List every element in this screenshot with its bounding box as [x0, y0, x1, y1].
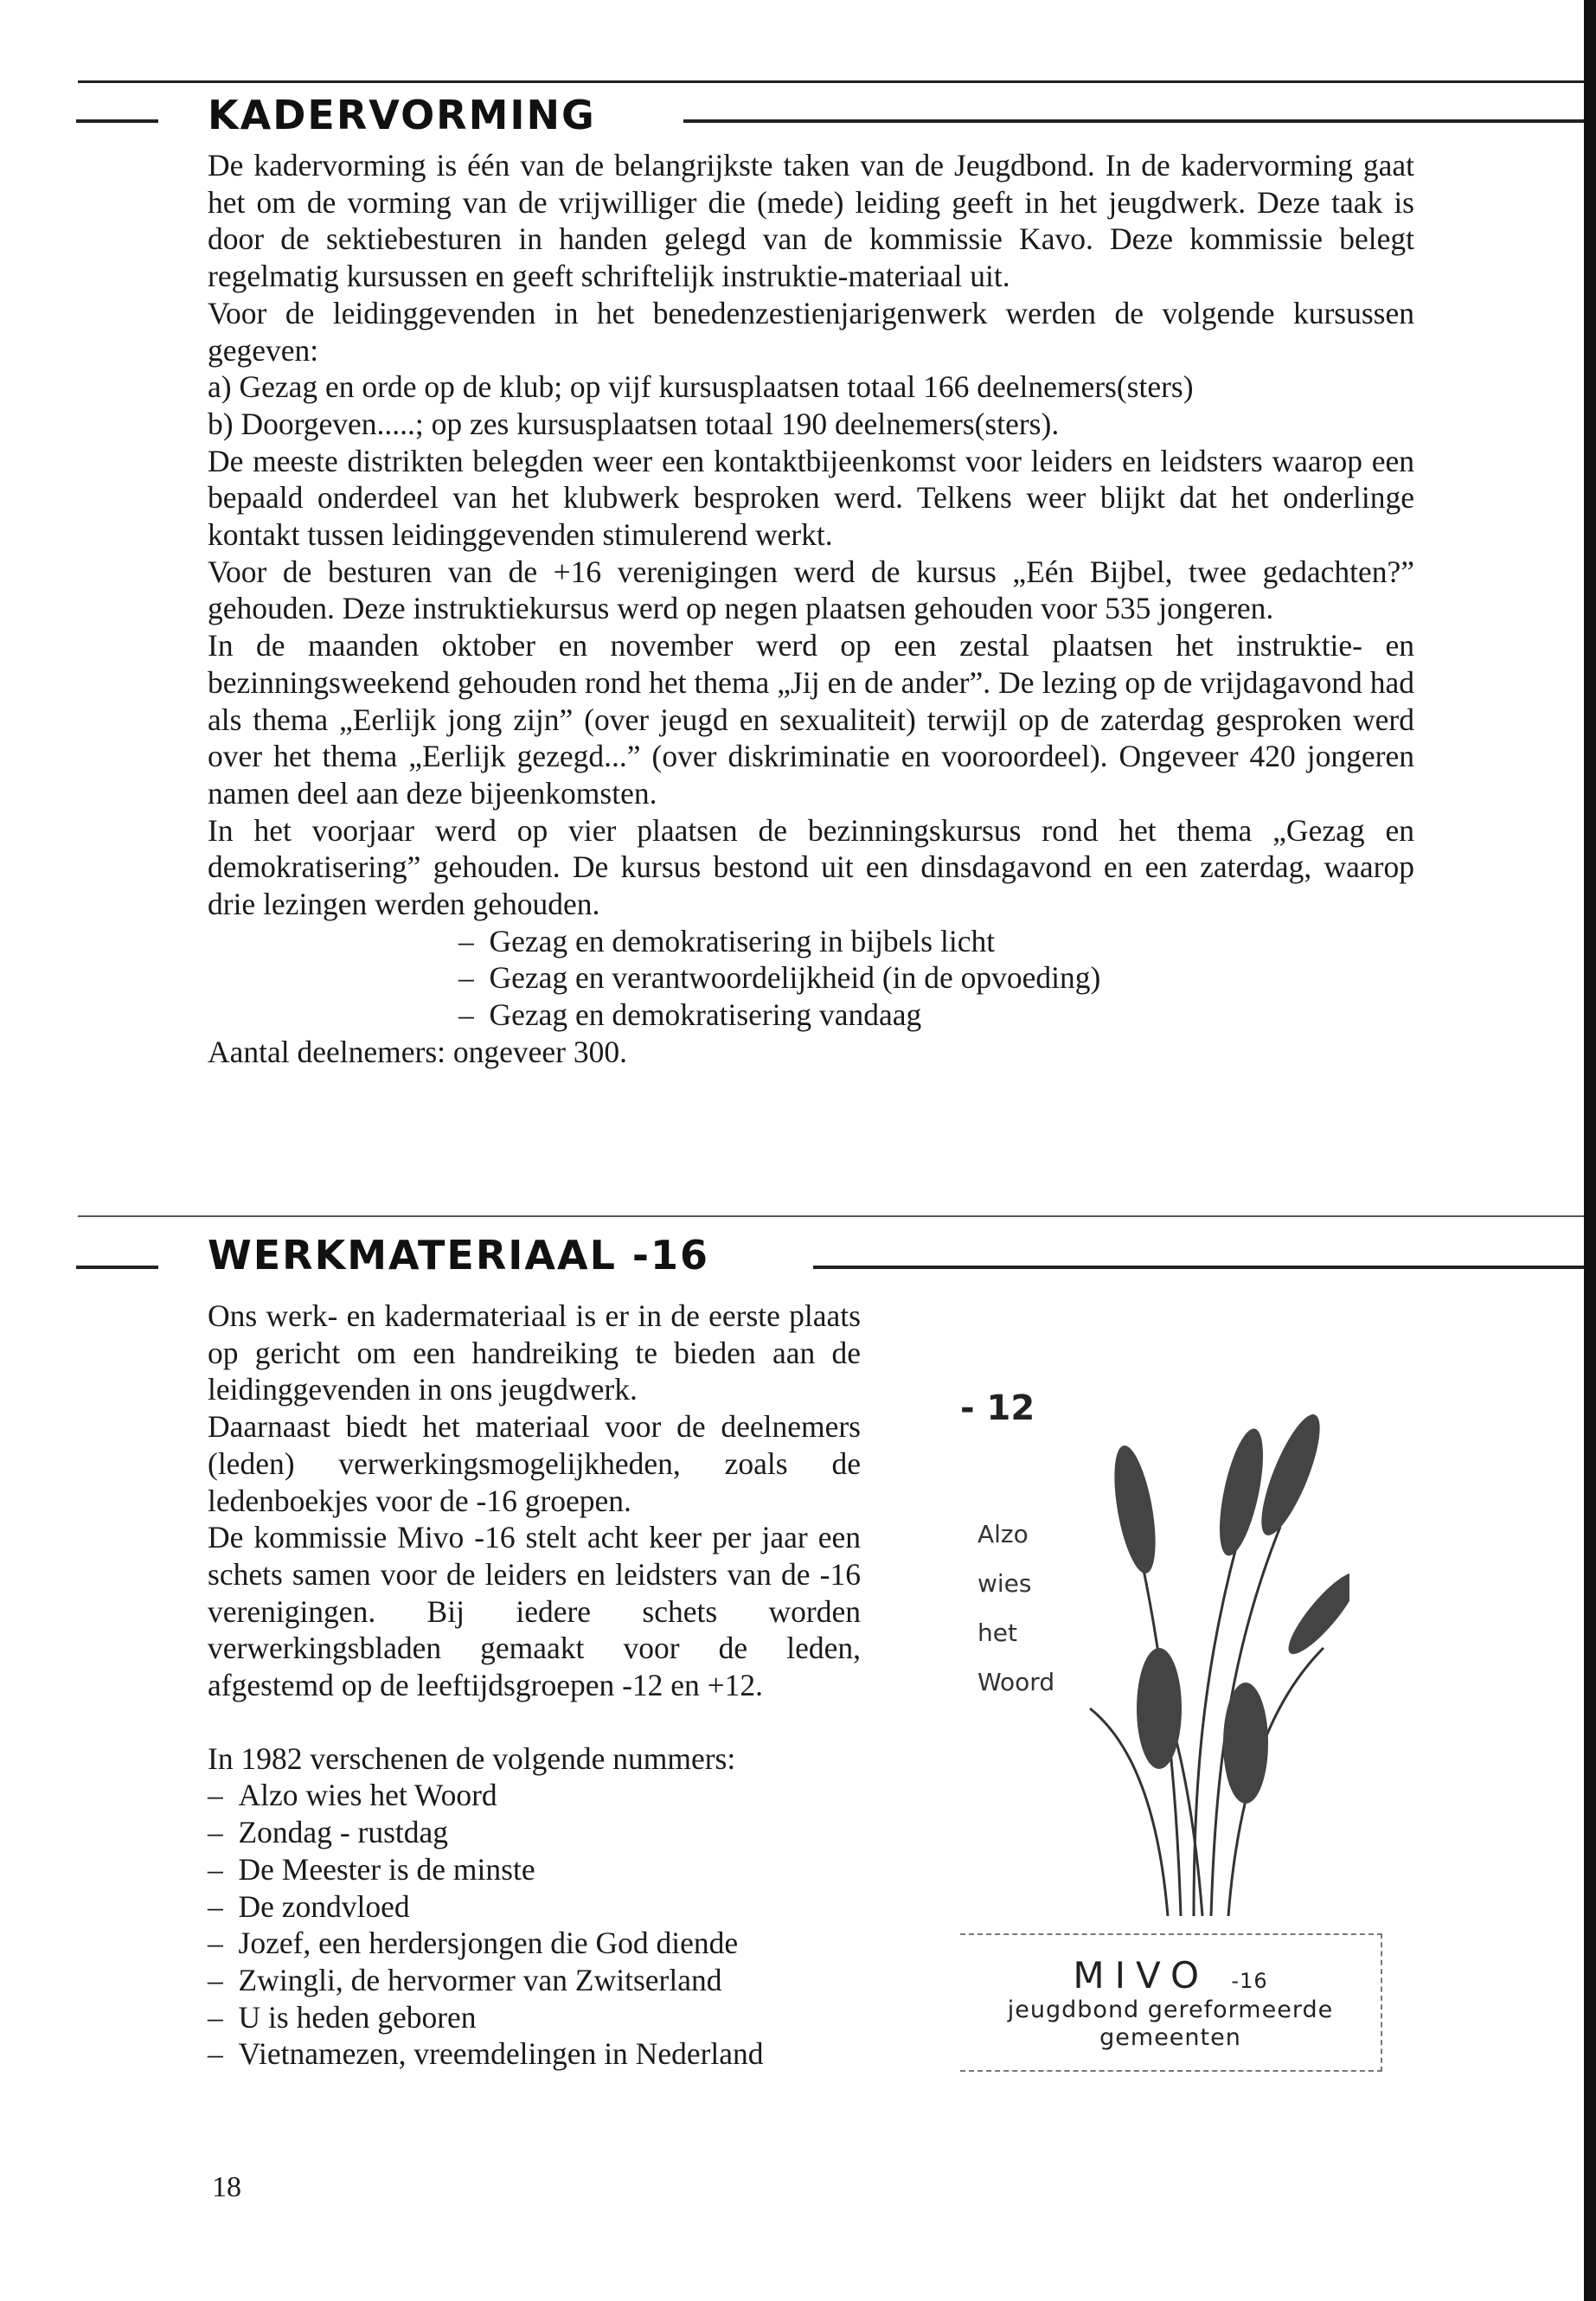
mivo-illustration — [943, 1371, 1393, 2132]
werkmateriaal-rule-right — [813, 1266, 1584, 1269]
kadervorming-rule-left — [76, 119, 158, 123]
caption-line: het — [977, 1618, 1017, 1647]
kadervorming-rule-right — [683, 119, 1584, 123]
logo-title — [960, 1954, 1381, 1997]
kadervorming-rule-top — [78, 80, 1584, 83]
logo-subtitle-1: jeugdbond gereformeerde — [1007, 1997, 1334, 2023]
illustration-caption — [977, 1509, 1054, 1707]
kadervorming-body — [208, 147, 1414, 1071]
paragraph: Voor de leidinggevenden in het benedenzestienjarigenwerk werden de volgende kursussen gegeven: — [208, 295, 1414, 368]
page-edge-bar — [1584, 0, 1596, 2301]
paragraph: Voor de besturen van de +16 verenigingen werd de kursus „Eén Bijbel, twee gedachten?” gehouden. Deze instruktiekursus werd op negen plaatsen gehouden voor 535 jongeren. — [208, 554, 1414, 626]
mivo-logo — [960, 1933, 1382, 2072]
participants-count: Aantal deelnemers: ongeveer 300. — [208, 1034, 627, 1069]
kadervorming-heading: KADERVORMING — [208, 92, 596, 138]
logo-subtitle-2: gemeenten — [1099, 2024, 1241, 2051]
list-item: – De Meester is de minste — [208, 1851, 861, 1888]
caption-line: Alzo — [977, 1520, 1029, 1548]
werkmateriaal-body — [208, 1298, 861, 2073]
list-item: – De zondvloed — [208, 1888, 861, 1926]
werkmateriaal-rule-top — [78, 1215, 1584, 1217]
paragraph: De kommissie Mivo -16 stelt acht keer per jaar een schets samen voor de leiders en leidsters van de -16 verenigingen. Bij iedere schets worden verwerkingsbladen gemaakt voor de leden, afgestemd op de leeftijdsgroepen -12 en +12. — [208, 1520, 861, 1703]
issue-list — [208, 1777, 861, 2073]
paragraph: Ons werk- en kadermateriaal is er in de eerste plaats op gericht om een handreiking te bieden aan de leidinggevenden in ons jeugdwerk. — [208, 1298, 861, 1407]
caption-line: wies — [977, 1569, 1032, 1598]
list-item: – Gezag en verantwoordelijkheid (in de opvoeding) — [458, 959, 1414, 997]
paragraph: Daarnaast biedt het materiaal voor de deelnemers (leden) verwerkingsmogelijkheden, zoals de ledenboekjes voor de -16 groepen. — [208, 1409, 861, 1518]
paragraph: b) Doorgeven.....; op zes kursusplaatsen totaal 190 deelnemers(sters). — [208, 406, 1060, 441]
paragraph: De kadervorming is één van de belangrijkste taken van de Jeugdbond. In de kadervorming gaat het om de vorming van de vrijwilliger die (mede) leiding geeft in het jeugdwerk. Deze taak is door de sektiebesturen in handen gelegd van de kommissie Kavo. Deze kommissie belegt regelmatig kursussen en geeft schriftelijk instruktie-materiaal uit. — [208, 148, 1414, 294]
paragraph: a) Gezag en orde op de klub; op vijf kursusplaatsen totaal 166 deelnemers(sters) — [208, 369, 1194, 405]
list-item: – Zwingli, de hervormer van Zwitserland — [208, 1962, 861, 1999]
caption-line: Woord — [977, 1668, 1055, 1696]
wheat-icon — [1064, 1397, 1349, 1916]
list-item: – U is heden geboren — [208, 1999, 861, 2036]
age-group-number: - 12 — [960, 1388, 1035, 1428]
werkmateriaal-heading: WERKMATERIAAL -16 — [208, 1232, 710, 1279]
paragraph: De meeste distrikten belegden weer een kontaktbijeenkomst voor leiders en leidsters waarop een bepaald onderdeel van het klubwerk besproken werd. Telkens weer blijkt dat het onderlinge kontakt tussen leidinggevenden stimulerend werkt. — [208, 443, 1414, 553]
list-item: – Jozef, een herdersjongen die God diende — [208, 1925, 861, 1962]
list-item: – Vietnamezen, vreemdelingen in Nederland — [208, 2035, 861, 2073]
lecture-list — [208, 923, 1414, 1034]
issues-intro: In 1982 verschenen de volgende nummers: — [208, 1740, 736, 1776]
list-item: – Alzo wies het Woord — [208, 1777, 861, 1814]
paragraph: In de maanden oktober en november werd op een zestal plaatsen het instruktie- en bezinningsweekend gehouden rond het thema „Jij en de ander”. De lezing op de vrijdagavond had als thema „Eerlijk jong zijn” (over jeugd en sexualiteit) terwijl op de zaterdag gesproken werd over het thema „Eerlijk gezegd...” (over diskriminatie en vooroordeel). Ongeveer 420 jongeren namen deel aan deze bijeenkomsten. — [208, 628, 1414, 811]
logo-suffix: -16 — [1231, 1969, 1268, 1993]
list-item: – Gezag en demokratisering in bijbels licht — [458, 923, 1414, 960]
list-item: – Zondag - rustdag — [208, 1814, 861, 1851]
paragraph: In het voorjaar werd op vier plaatsen de bezinningskursus rond het thema „Gezag en demokratisering” gehouden. De kursus bestond uit een dinsdagavond en een zaterdag, waarop drie lezingen werden gehouden. — [208, 812, 1414, 922]
logo-title-text: MIVO — [1073, 1954, 1210, 1997]
list-item: – Gezag en demokratisering vandaag — [458, 997, 1414, 1034]
page-number: 18 — [212, 2171, 241, 2203]
werkmateriaal-rule-left — [76, 1266, 158, 1269]
